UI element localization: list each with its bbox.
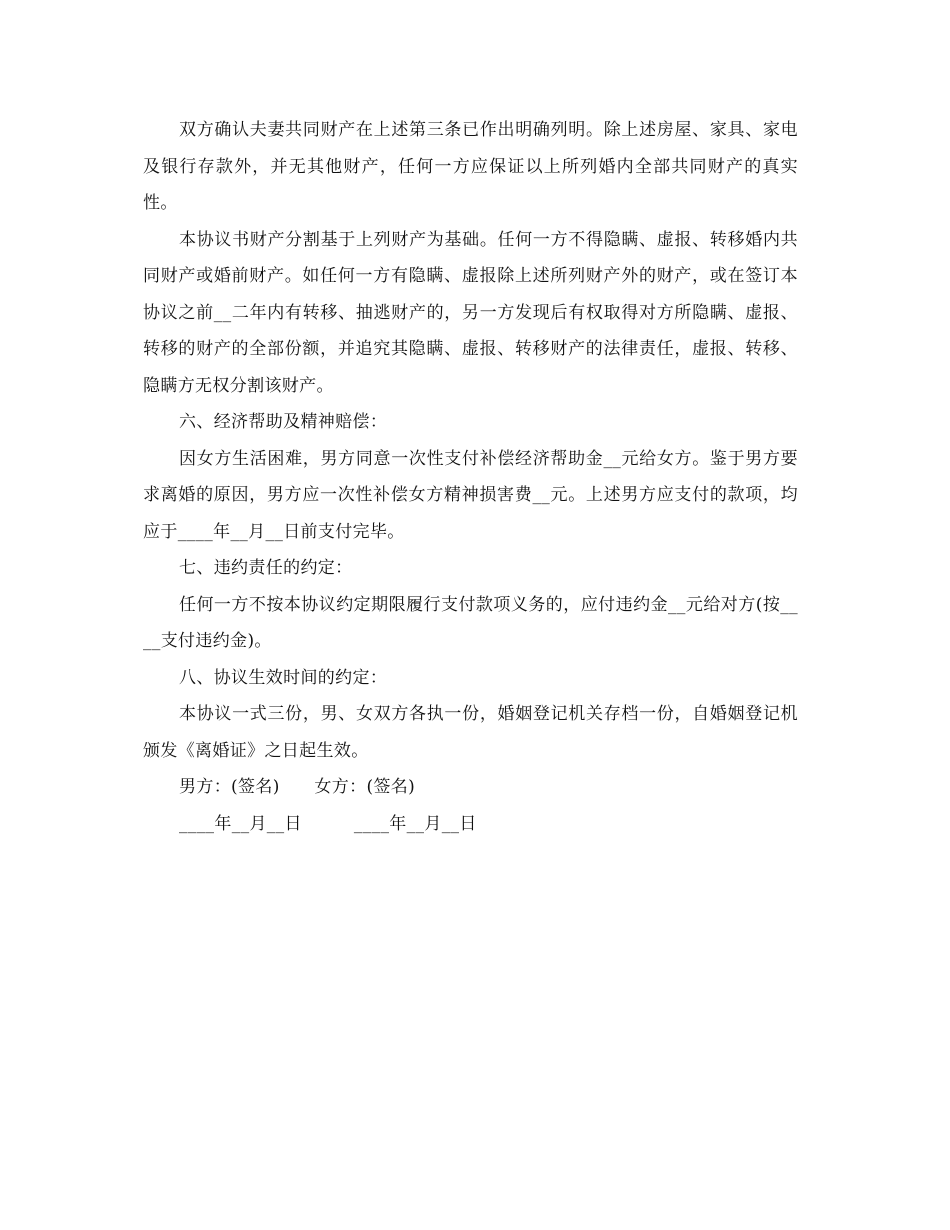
paragraph-effective-time: 本协议一式三份，男、女双方各执一份，婚姻登记机关存档一份，自婚姻登记机颁发《离婚证》之日起生效。 xyxy=(143,704,798,761)
heading-economic-assistance: 六、经济帮助及精神赔偿： xyxy=(179,412,388,432)
paragraph-property-division: 本协议书财产分割基于上列财产为基础。任何一方不得隐瞒、虚报、转移婚内共同财产或婚前财产。如任何一方有隐瞒、虚报除上述所列财产外的财产，或在签订本协议之前__二年内有转移、抽逃财产的，另一方发现后有权取得对方所隐瞒、虚报、转移的财产的全部份额，并追究其隐瞒、虚报、转移财产的法律责任，虚报、转移、隐瞒方无权分割该财产。 xyxy=(143,229,798,396)
signature-date-line: ____年__月__日 ____年__月__日 xyxy=(179,813,477,834)
heading-breach-liability: 七、违约责任的约定： xyxy=(179,558,353,578)
paragraph-breach-liability: 任何一方不按本协议约定期限履行支付款项义务的，应付违约金__元给对方(按____支付违约金)。 xyxy=(143,594,798,651)
document-page xyxy=(143,112,798,842)
paragraph-property-confirmation: 双方确认夫妻共同财产在上述第三条已作出明确列明。除上述房屋、家具、家电及银行存款外，并无其他财产，任何一方应保证以上所列婚内全部共同财产的真实性。 xyxy=(143,120,798,213)
signature-line: 男方：(签名) 女方：(签名) xyxy=(179,777,416,797)
paragraph-economic-assistance: 因女方生活困难，男方同意一次性支付补偿经济帮助金__元给女方。鉴于男方要求离婚的原因，男方应一次性补偿女方精神损害费__元。上述男方应支付的款项，均应于____年__月__日前支付完毕。 xyxy=(143,448,798,542)
heading-effective-time: 八、协议生效时间的约定： xyxy=(179,667,388,688)
